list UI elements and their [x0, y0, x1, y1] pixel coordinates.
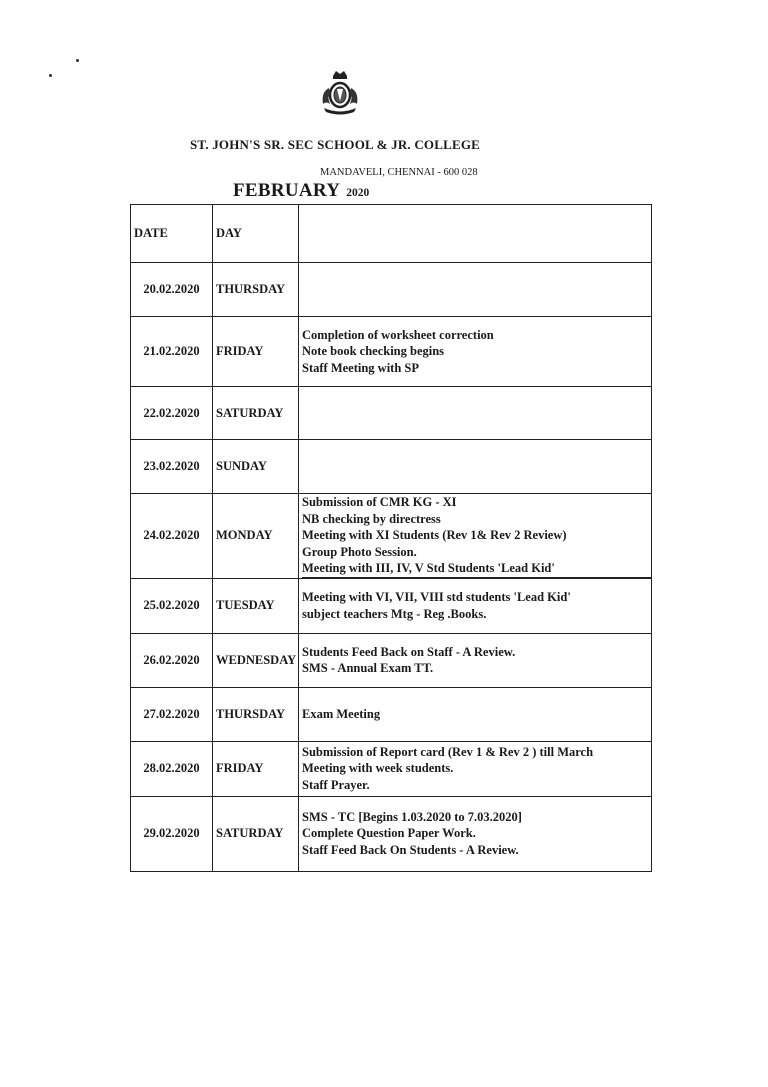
school-crest-logo	[316, 68, 364, 116]
scan-speck	[49, 74, 52, 77]
activities-cell	[299, 387, 652, 440]
day-cell: SATURDAY	[213, 796, 299, 871]
date-cell: 26.02.2020	[131, 633, 213, 687]
table-row	[131, 440, 652, 494]
day-cell: TUESDAY	[213, 578, 299, 633]
date-cell: 20.02.2020	[131, 263, 213, 317]
date-cell: 27.02.2020	[131, 687, 213, 741]
month-heading	[233, 180, 369, 202]
day-cell: FRIDAY	[213, 317, 299, 387]
date-cell: 29.02.2020	[131, 796, 213, 871]
month-title: FEBRUARY	[233, 180, 341, 201]
activity-line: Submission of Report card (Rev 1 & Rev 2 ) till March	[302, 744, 594, 759]
activity-line: Meeting with VI, VII, VIII std students 'Lead Kid'	[302, 590, 571, 604]
activities-cell	[299, 494, 652, 579]
activities-cell	[299, 796, 652, 871]
table-header-row	[131, 205, 652, 263]
table-row	[131, 494, 652, 579]
date-cell: 21.02.2020	[131, 317, 213, 387]
column-header-day: DAY	[213, 205, 299, 263]
date-cell: 22.02.2020	[131, 387, 213, 440]
activities-cell	[299, 741, 652, 796]
school-address: MANDAVELI, CHENNAI - 600 028	[320, 167, 478, 178]
activities-cell	[299, 440, 652, 494]
schedule-table	[130, 204, 652, 872]
activity-line: Meeting with week students.	[302, 761, 454, 776]
activity-line: Submission of CMR KG - XI	[302, 495, 457, 509]
activity-line: Staff Feed Back On Students - A Review.	[302, 842, 519, 857]
activity-line: SMS - TC [Begins 1.03.2020 to 7.03.2020]	[302, 809, 522, 824]
activities-cell	[299, 633, 652, 687]
date-cell: 24.02.2020	[131, 494, 213, 579]
table-row	[131, 687, 652, 741]
activity-line: subject teachers Mtg - Reg .Books.	[302, 606, 487, 621]
activity-line: Exam Meeting	[302, 706, 381, 721]
day-cell: THURSDAY	[213, 263, 299, 317]
school-name: ST. JOHN'S SR. SEC SCHOOL & JR. COLLEGE	[190, 137, 481, 152]
activity-line: Meeting with III, IV, V Std Students 'Lead Kid'	[302, 560, 651, 578]
year-label: 2020	[346, 187, 370, 199]
date-cell: 25.02.2020	[131, 578, 213, 633]
activity-line: Completion of worksheet correction	[302, 327, 494, 342]
column-header-activities	[299, 205, 652, 263]
day-cell: SATURDAY	[213, 387, 299, 440]
table-row	[131, 387, 652, 440]
table-row	[131, 263, 652, 317]
activity-line: Staff Prayer.	[302, 777, 370, 792]
table-row	[131, 741, 652, 796]
activities-cell	[299, 263, 652, 317]
table-row	[131, 578, 652, 633]
scan-speck	[76, 59, 79, 62]
activity-line: Staff Meeting with SP	[302, 360, 419, 375]
activities-cell	[299, 687, 652, 741]
activities-cell	[299, 317, 652, 387]
day-cell: SUNDAY	[213, 440, 299, 494]
activity-line: Meeting with XI Students (Rev 1& Rev 2 Review)	[302, 528, 567, 542]
table-row	[131, 317, 652, 387]
column-header-date: DATE	[131, 205, 213, 263]
table-row	[131, 796, 652, 871]
day-cell: FRIDAY	[213, 741, 299, 796]
day-cell: WEDNESDAY	[213, 633, 299, 687]
activity-line: SMS - Annual Exam TT.	[302, 661, 434, 675]
table-row	[131, 633, 652, 687]
activity-line: Group Photo Session.	[302, 544, 417, 559]
activity-line: Students Feed Back on Staff - A Review.	[302, 644, 516, 659]
date-cell: 28.02.2020	[131, 741, 213, 796]
activity-line: Note book checking begins	[302, 344, 445, 359]
day-cell: THURSDAY	[213, 687, 299, 741]
activities-cell	[299, 578, 652, 633]
date-cell: 23.02.2020	[131, 440, 213, 494]
activity-line: NB checking by directress	[302, 511, 441, 526]
day-cell: MONDAY	[213, 494, 299, 579]
activity-line: Complete Question Paper Work.	[302, 826, 476, 841]
